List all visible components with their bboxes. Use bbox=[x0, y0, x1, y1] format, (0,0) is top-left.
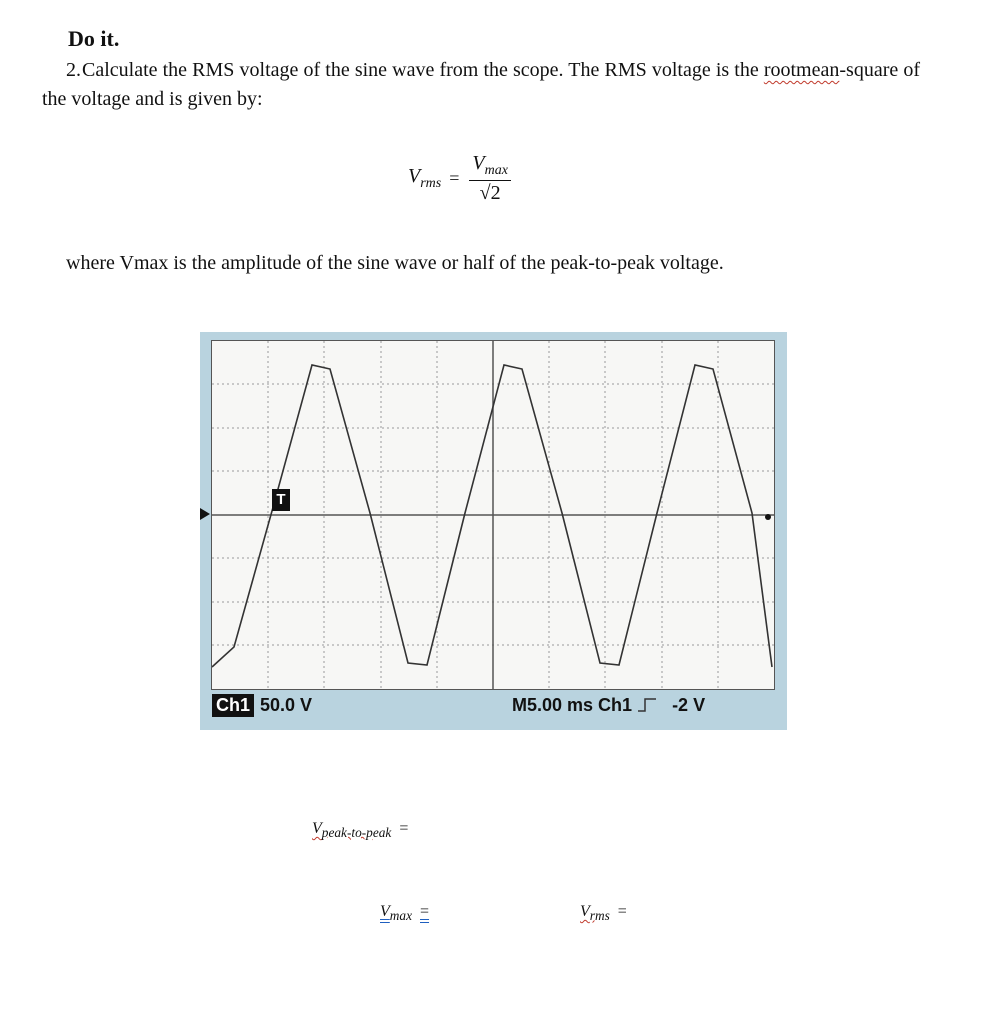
formula-denominator: √2 bbox=[479, 182, 501, 204]
rising-edge-icon bbox=[636, 697, 658, 713]
question-number: 2. bbox=[66, 59, 81, 81]
vrms-label: $V_{rms}$ bbox=[580, 903, 610, 924]
question-paragraph bbox=[42, 56, 920, 114]
answer-vmax[interactable] bbox=[380, 903, 429, 924]
section-heading: Do it. bbox=[68, 26, 120, 51]
question-text-after: -square of the voltage and is given by: bbox=[42, 59, 921, 110]
formula-lhs: $V_{rms}$ bbox=[408, 165, 442, 191]
answer-peak-to-peak[interactable] bbox=[312, 820, 408, 841]
vpp-label: $V_{peak-to-peak}$ bbox=[312, 820, 392, 841]
vrms-equals: = bbox=[617, 903, 627, 920]
timebase-value: M5.00 ms Ch1 bbox=[512, 694, 633, 715]
channel-badge: Ch1 bbox=[212, 694, 254, 717]
channel-ground-arrow-icon bbox=[200, 508, 210, 520]
explanation-text: where Vmax is the amplitude of the sine wave or half of the peak-to-peak voltage. bbox=[66, 252, 724, 274]
ground-marker bbox=[765, 514, 771, 520]
formula-equals: = bbox=[449, 168, 460, 188]
trigger-point-marker: T bbox=[272, 489, 290, 511]
spellcheck-word[interactable]: rootmean bbox=[763, 59, 840, 81]
scope-graticule bbox=[212, 341, 774, 689]
vmax-label: $V_{max}$ bbox=[380, 903, 412, 924]
question-text-before: Calculate the RMS voltage of the sine wave from the scope. The RMS voltage is the bbox=[82, 59, 759, 81]
trigger-level-value: -2 V bbox=[672, 694, 706, 715]
vpp-equals: = bbox=[399, 820, 409, 837]
scope-channel-readout bbox=[212, 690, 312, 720]
answer-vrms[interactable] bbox=[580, 903, 627, 924]
formula-fraction bbox=[469, 152, 511, 205]
formula-numerator: $V_{max}$ bbox=[469, 152, 511, 181]
oscilloscope-display bbox=[200, 332, 787, 730]
scope-screen bbox=[211, 340, 775, 690]
volts-per-division: 50.0 V bbox=[260, 694, 313, 715]
vmax-equals: = bbox=[420, 903, 430, 920]
rms-formula bbox=[408, 152, 511, 205]
scope-timebase-readout bbox=[512, 690, 705, 720]
sine-wave-trace bbox=[212, 365, 772, 667]
